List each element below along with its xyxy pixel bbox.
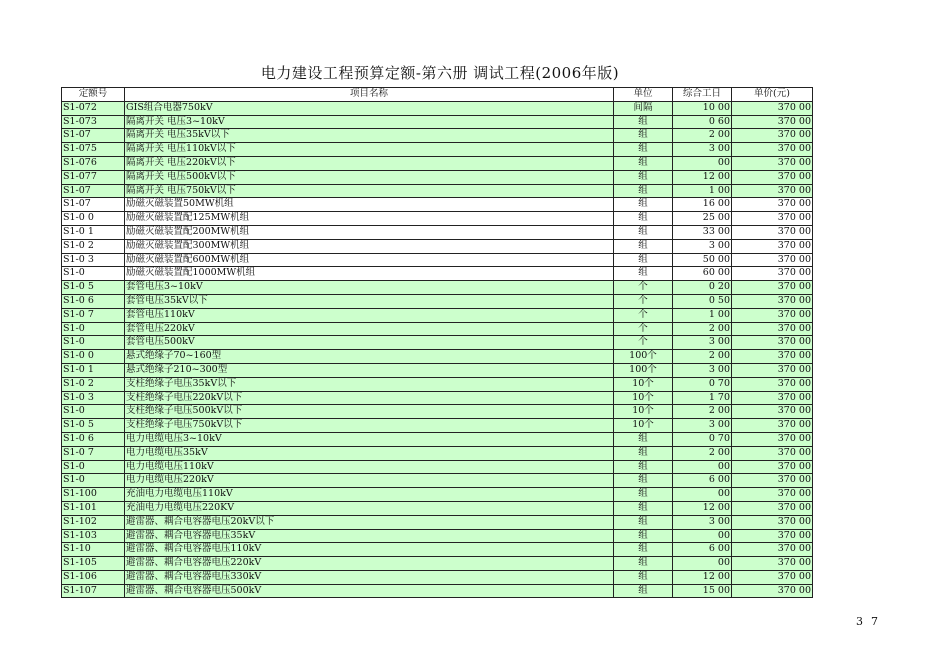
cell-code: S1-103 [62, 529, 125, 543]
cell-price: 370 00 [732, 212, 813, 226]
cell-name: 励磁灭磁装置配200MW机组 [125, 225, 614, 239]
cell-price: 370 00 [732, 488, 813, 502]
cell-price: 370 00 [732, 529, 813, 543]
cell-price: 370 00 [732, 143, 813, 157]
cell-workdays: 3 00 [673, 143, 732, 157]
cell-unit: 组 [614, 253, 673, 267]
cell-name: 励磁灭磁装置配600MW机组 [125, 253, 614, 267]
cell-unit: 100个 [614, 363, 673, 377]
cell-workdays: 15 00 [673, 584, 732, 598]
table-row [62, 557, 813, 571]
cell-workdays: 1 70 [673, 391, 732, 405]
table-row [62, 129, 813, 143]
table-row [62, 115, 813, 129]
cell-price: 370 00 [732, 308, 813, 322]
cell-price: 370 00 [732, 584, 813, 598]
cell-code: S1-0 3 [62, 253, 125, 267]
table-row [62, 239, 813, 253]
cell-unit: 组 [614, 156, 673, 170]
cell-code: S1-0 [62, 267, 125, 281]
cell-name: 避雷器、耦合电容器电压110kV [125, 543, 614, 557]
cell-name: 套管电压500kV [125, 336, 614, 350]
cell-workdays: 3 00 [673, 239, 732, 253]
cell-code: S1-07 [62, 129, 125, 143]
cell-workdays: 60 00 [673, 267, 732, 281]
cell-unit: 组 [614, 239, 673, 253]
cell-name: 电力电缆电压110kV [125, 460, 614, 474]
cell-code: S1-0 [62, 460, 125, 474]
cell-workdays: 00 [673, 460, 732, 474]
cell-code: S1-10 [62, 543, 125, 557]
cell-name: 隔离开关 电压220kV以下 [125, 156, 614, 170]
cell-name: 励磁灭磁装置50MW机组 [125, 198, 614, 212]
cell-workdays: 25 00 [673, 212, 732, 226]
table-row [62, 446, 813, 460]
cell-workdays: 10 00 [673, 101, 732, 115]
table-row [62, 336, 813, 350]
cell-workdays: 00 [673, 156, 732, 170]
cell-name: 充油电力电缆电压220KV [125, 501, 614, 515]
cell-name: 避雷器、耦合电容器电压220kV [125, 557, 614, 571]
table-row [62, 322, 813, 336]
cell-code: S1-0 5 [62, 419, 125, 433]
header-unit: 单位 [614, 88, 673, 102]
cell-unit: 组 [614, 184, 673, 198]
cell-unit: 组 [614, 170, 673, 184]
table-row [62, 501, 813, 515]
table-row [62, 156, 813, 170]
cell-code: S1-0 6 [62, 294, 125, 308]
table-row [62, 543, 813, 557]
cell-code: S1-0 0 [62, 350, 125, 364]
cell-unit: 组 [614, 543, 673, 557]
cell-price: 370 00 [732, 115, 813, 129]
cell-code: S1-07 [62, 198, 125, 212]
cell-code: S1-072 [62, 101, 125, 115]
cell-code: S1-0 1 [62, 363, 125, 377]
cell-price: 370 00 [732, 405, 813, 419]
cell-unit: 组 [614, 570, 673, 584]
cell-name: 隔离开关 电压500kV以下 [125, 170, 614, 184]
page-number: 37 [856, 615, 886, 628]
cell-unit: 个 [614, 281, 673, 295]
cell-workdays: 0 70 [673, 432, 732, 446]
cell-name: GIS组合电器750kV [125, 101, 614, 115]
cell-name: 电力电缆电压220kV [125, 474, 614, 488]
cell-price: 370 00 [732, 474, 813, 488]
cell-code: S1-076 [62, 156, 125, 170]
cell-price: 370 00 [732, 391, 813, 405]
cell-name: 避雷器、耦合电容器电压35kV [125, 529, 614, 543]
cell-name: 避雷器、耦合电容器电压500kV [125, 584, 614, 598]
cell-price: 370 00 [732, 129, 813, 143]
cell-code: S1-106 [62, 570, 125, 584]
cell-code: S1-100 [62, 488, 125, 502]
cell-workdays: 00 [673, 529, 732, 543]
table-row [62, 294, 813, 308]
table-row [62, 350, 813, 364]
cell-name: 避雷器、耦合电容器电压20kV以下 [125, 515, 614, 529]
table-row [62, 405, 813, 419]
header-name: 项目名称 [125, 88, 614, 102]
cell-unit: 组 [614, 198, 673, 212]
cell-workdays: 2 00 [673, 405, 732, 419]
table-row [62, 184, 813, 198]
cell-price: 370 00 [732, 322, 813, 336]
cell-name: 支柱绝缘子电压220kV以下 [125, 391, 614, 405]
cell-code: S1-0 2 [62, 377, 125, 391]
table-row [62, 308, 813, 322]
cell-code: S1-0 0 [62, 212, 125, 226]
cell-code: S1-102 [62, 515, 125, 529]
table-row [62, 460, 813, 474]
cell-price: 370 00 [732, 363, 813, 377]
table-row [62, 570, 813, 584]
cell-unit: 10个 [614, 391, 673, 405]
cell-unit: 组 [614, 432, 673, 446]
cell-unit: 个 [614, 322, 673, 336]
cell-unit: 组 [614, 529, 673, 543]
cell-name: 避雷器、耦合电容器电压330kV [125, 570, 614, 584]
cell-workdays: 2 00 [673, 350, 732, 364]
table-row [62, 419, 813, 433]
header-workdays: 综合工日 [673, 88, 732, 102]
table-header-row [62, 88, 813, 102]
cell-price: 370 00 [732, 156, 813, 170]
cell-workdays: 1 00 [673, 184, 732, 198]
cell-workdays: 2 00 [673, 129, 732, 143]
cell-unit: 间隔 [614, 101, 673, 115]
cell-workdays: 3 00 [673, 336, 732, 350]
cell-unit: 10个 [614, 405, 673, 419]
cell-name: 支柱绝缘子电压750kV以下 [125, 419, 614, 433]
cell-workdays: 00 [673, 488, 732, 502]
cell-code: S1-0 [62, 336, 125, 350]
cell-price: 370 00 [732, 419, 813, 433]
cell-code: S1-0 6 [62, 432, 125, 446]
cell-name: 电力电缆电压35kV [125, 446, 614, 460]
cell-name: 励磁灭磁装置配1000MW机组 [125, 267, 614, 281]
cell-code: S1-0 3 [62, 391, 125, 405]
cell-price: 370 00 [732, 225, 813, 239]
cell-code: S1-075 [62, 143, 125, 157]
table-row [62, 170, 813, 184]
cell-name: 电力电缆电压3~10kV [125, 432, 614, 446]
cell-workdays: 50 00 [673, 253, 732, 267]
cell-unit: 个 [614, 336, 673, 350]
cell-workdays: 0 60 [673, 115, 732, 129]
cell-code: S1-0 [62, 322, 125, 336]
cell-name: 励磁灭磁装置配300MW机组 [125, 239, 614, 253]
cell-workdays: 33 00 [673, 225, 732, 239]
cell-unit: 10个 [614, 377, 673, 391]
cell-unit: 组 [614, 515, 673, 529]
table-row [62, 267, 813, 281]
cell-workdays: 2 00 [673, 446, 732, 460]
cell-price: 370 00 [732, 198, 813, 212]
cell-price: 370 00 [732, 501, 813, 515]
cell-workdays: 6 00 [673, 474, 732, 488]
cell-unit: 100个 [614, 350, 673, 364]
cell-price: 370 00 [732, 543, 813, 557]
cell-unit: 组 [614, 143, 673, 157]
cell-workdays: 12 00 [673, 501, 732, 515]
cell-name: 支柱绝缘子电压500kV以下 [125, 405, 614, 419]
cell-price: 370 00 [732, 432, 813, 446]
quota-table [61, 87, 813, 598]
table-row [62, 529, 813, 543]
cell-price: 370 00 [732, 239, 813, 253]
table-row [62, 584, 813, 598]
table-row [62, 198, 813, 212]
cell-workdays: 12 00 [673, 570, 732, 584]
cell-name: 支柱绝缘子电压35kV以下 [125, 377, 614, 391]
cell-price: 370 00 [732, 253, 813, 267]
cell-code: S1-0 2 [62, 239, 125, 253]
cell-workdays: 3 00 [673, 515, 732, 529]
cell-workdays: 6 00 [673, 543, 732, 557]
table-row [62, 474, 813, 488]
cell-price: 370 00 [732, 170, 813, 184]
header-price: 单价(元) [732, 88, 813, 102]
table-row [62, 377, 813, 391]
cell-name: 隔离开关 电压3~10kV [125, 115, 614, 129]
cell-name: 套管电压220kV [125, 322, 614, 336]
cell-workdays: 0 70 [673, 377, 732, 391]
cell-code: S1-0 5 [62, 281, 125, 295]
cell-code: S1-105 [62, 557, 125, 571]
cell-price: 370 00 [732, 184, 813, 198]
cell-workdays: 1 00 [673, 308, 732, 322]
cell-name: 套管电压35kV以下 [125, 294, 614, 308]
table-row [62, 515, 813, 529]
cell-code: S1-0 1 [62, 225, 125, 239]
cell-code: S1-0 [62, 474, 125, 488]
cell-name: 隔离开关 电压110kV以下 [125, 143, 614, 157]
cell-unit: 个 [614, 294, 673, 308]
table-body [62, 101, 813, 598]
cell-code: S1-077 [62, 170, 125, 184]
header-code: 定额号 [62, 88, 125, 102]
cell-code: S1-07 [62, 184, 125, 198]
cell-workdays: 3 00 [673, 419, 732, 433]
cell-unit: 组 [614, 115, 673, 129]
cell-unit: 组 [614, 446, 673, 460]
table-row [62, 488, 813, 502]
cell-price: 370 00 [732, 350, 813, 364]
page-title: 电力建设工程预算定额-第六册 调试工程(2006年版) [260, 64, 620, 82]
cell-price: 370 00 [732, 336, 813, 350]
cell-unit: 组 [614, 225, 673, 239]
table-row [62, 363, 813, 377]
cell-code: S1-101 [62, 501, 125, 515]
table-row [62, 253, 813, 267]
table-row [62, 391, 813, 405]
cell-unit: 组 [614, 212, 673, 226]
cell-code: S1-0 [62, 405, 125, 419]
table-row [62, 212, 813, 226]
cell-price: 370 00 [732, 267, 813, 281]
table-row [62, 432, 813, 446]
cell-unit: 个 [614, 308, 673, 322]
cell-name: 套管电压110kV [125, 308, 614, 322]
cell-name: 悬式绝缘子70~160型 [125, 350, 614, 364]
cell-name: 隔离开关 电压750kV以下 [125, 184, 614, 198]
cell-name: 励磁灭磁装置配125MW机组 [125, 212, 614, 226]
cell-unit: 组 [614, 584, 673, 598]
cell-price: 370 00 [732, 460, 813, 474]
table-row [62, 281, 813, 295]
cell-code: S1-107 [62, 584, 125, 598]
cell-unit: 组 [614, 501, 673, 515]
cell-workdays: 16 00 [673, 198, 732, 212]
cell-workdays: 2 00 [673, 322, 732, 336]
cell-unit: 组 [614, 129, 673, 143]
cell-workdays: 0 20 [673, 281, 732, 295]
cell-unit: 组 [614, 267, 673, 281]
cell-unit: 组 [614, 474, 673, 488]
cell-price: 370 00 [732, 515, 813, 529]
cell-workdays: 12 00 [673, 170, 732, 184]
cell-workdays: 3 00 [673, 363, 732, 377]
cell-workdays: 00 [673, 557, 732, 571]
cell-price: 370 00 [732, 570, 813, 584]
cell-workdays: 0 50 [673, 294, 732, 308]
cell-price: 370 00 [732, 281, 813, 295]
cell-name: 套管电压3~10kV [125, 281, 614, 295]
table-row [62, 225, 813, 239]
cell-unit: 组 [614, 460, 673, 474]
cell-code: S1-0 7 [62, 308, 125, 322]
cell-code: S1-073 [62, 115, 125, 129]
cell-price: 370 00 [732, 101, 813, 115]
cell-name: 悬式绝缘子210~300型 [125, 363, 614, 377]
cell-price: 370 00 [732, 446, 813, 460]
cell-unit: 组 [614, 488, 673, 502]
table-row [62, 143, 813, 157]
cell-price: 370 00 [732, 557, 813, 571]
cell-name: 充油电力电缆电压110kV [125, 488, 614, 502]
cell-unit: 10个 [614, 419, 673, 433]
table-row [62, 101, 813, 115]
cell-name: 隔离开关 电压35kV以下 [125, 129, 614, 143]
cell-code: S1-0 7 [62, 446, 125, 460]
cell-price: 370 00 [732, 377, 813, 391]
cell-price: 370 00 [732, 294, 813, 308]
cell-unit: 组 [614, 557, 673, 571]
